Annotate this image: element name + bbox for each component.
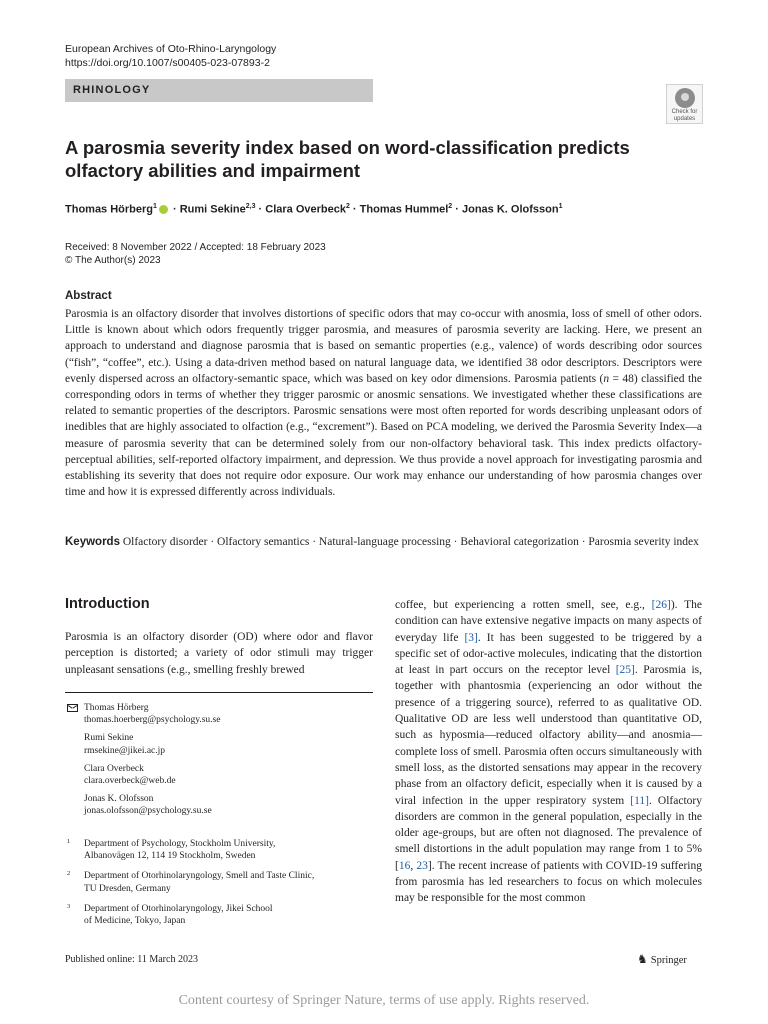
affiliation-number: 2: [67, 870, 71, 878]
citation-link[interactable]: 16: [398, 859, 411, 872]
publisher-name: Springer: [650, 955, 687, 966]
introduction-heading: Introduction: [65, 596, 150, 612]
citation-link[interactable]: [3]: [464, 631, 478, 644]
orcid-icon[interactable]: [159, 205, 168, 214]
courtesy-notice: Content courtesy of Springer Nature, terms of use apply. Rights reserved.: [178, 993, 590, 1008]
envelope-icon: [67, 704, 78, 712]
author-separator: ·: [169, 203, 180, 216]
published-date: Published online: 11 March 2023: [65, 954, 198, 965]
citation-link[interactable]: [26]: [651, 599, 671, 611]
journal-doi-link[interactable]: https://doi.org/10.1007/s00405-023-07893-2: [65, 57, 270, 69]
contact-name: Thomas Hörberg: [84, 703, 149, 713]
affiliations: [65, 838, 373, 935]
abstract-heading: Abstract: [65, 290, 112, 302]
journal-header: [65, 42, 276, 70]
introduction-right-column: coffee, but experiencing a rotten smell, see, e.g., [26]). The condition can have extensive negative impacts on many aspects of everyday life [3]. It has been suggested to be triggered by a specific set of odor-active molecules, indicating that the distortion at least in part occurs on the receptor level [25]. Parosmia is, together with phantosmia (experiencing an odor without the presence of a triggering source), referred to as qualitative OD. Qualitative OD are less well understood than quantitative OD, such as hyposmia—reduced olfactory ability—and anosmia—complete loss of smell. Parosmia often occurs simultaneously with smell loss, as the distorted sensations may appear in the recovery phase from an olfactory deficit, especially when it is caused by a viral infection in the upper respiratory system [11]. Olfactory disorders are common in the general population, especially in the older age-groups, but are often not diagnosed. The prevalence of smell distortions in the adult population may range from 1 to 5% [16, 23]. The recent increase of patients with COVID-19 suffering from parosmia has led researchers to focus on which molecules may be responsible for the most common: [395, 599, 703, 905]
author-separator: ·: [349, 203, 360, 216]
keywords-text: Olfactory disorder · Olfactory semantics · Natural-language processing · Behavioral categorization · Parosmia severity index: [122, 536, 699, 548]
affiliation-entry: 1 Department of Psychology, Stockholm University, Albanovägen 12, 114 19 Stockholm, Sweden: [67, 838, 276, 862]
publisher-logo: [637, 952, 687, 967]
check-for-updates-badge[interactable]: [666, 84, 703, 124]
contact-email[interactable]: clara.overbeck@web.de: [84, 776, 176, 787]
check-updates-icon: [675, 88, 695, 108]
citation-link[interactable]: 23: [416, 859, 428, 872]
citation-link[interactable]: [25]: [615, 664, 635, 677]
author-name: Jonas K. Olofsson: [461, 203, 559, 216]
contact-name: Jonas K. Olofsson: [84, 794, 154, 805]
check-updates-text: Check for updates: [671, 109, 698, 122]
author-affil-sup: 2: [448, 203, 453, 210]
article-title: A parosmia severity index based on word-classification predicts olfactory abilities and impairment: [65, 137, 630, 181]
contact-name: Rumi Sekine: [84, 733, 134, 744]
author-separator: ·: [452, 203, 462, 216]
keywords-label: Keywords: [65, 536, 120, 548]
copyright: © The Author(s) 2023: [65, 255, 161, 266]
author-affil-sup: 1: [558, 203, 563, 210]
author-name: Rumi Sekine: [179, 203, 246, 216]
contact-email[interactable]: jonas.olofsson@psychology.su.se: [84, 806, 212, 817]
article-dates: [65, 241, 326, 267]
contact-email[interactable]: thomas.hoerberg@psychology.su.se: [84, 715, 221, 726]
author-name: Thomas Hummel: [359, 203, 449, 216]
keywords: [65, 534, 702, 550]
affiliation-number: 3: [67, 902, 71, 910]
contact-name: Clara Overbeck: [84, 763, 144, 774]
author-name: Thomas Hörberg: [65, 203, 154, 216]
author-list: [65, 203, 705, 216]
footnote-divider: [65, 692, 373, 693]
affiliation-entry: 3 Department of Otorhinolaryngology, Jikei School of Medicine, Tokyo, Japan: [67, 902, 273, 927]
contact-entry: [65, 702, 373, 726]
affiliation-entry: 2 Department of Otorhinolaryngology, Smell and Taste Clinic, TU Dresden, Germany: [67, 870, 315, 894]
section-label: RHINOLOGY: [73, 84, 151, 96]
journal-name: European Archives of Oto-Rhino-Laryngology: [65, 43, 277, 55]
section-bar: [65, 79, 373, 102]
author-separator: ·: [255, 203, 266, 216]
introduction-left-column: Parosmia is an olfactory disorder (OD) where odor and flavor perception is distorted; a variety of odor stimuli may trigger unpleasant sensations (e.g., smelling freshly brewed: [65, 631, 373, 676]
abstract-text: Parosmia is an olfactory disorder that involves distortions of specific odors that may co-occur with anosmia, loss of smell of other odors. Little is known about which odors frequently trigger parosmia, and measures of parosmia severity are lacking. Here, we present an approach to understand and diagnose parosmia that is based on semantic properties (e.g., valence) of words describing odor sources (“fish”, “coffee”, etc.). Using a data-driven method based on natural language data, we identified 38 odor descriptors. Descriptors were evenly dispersed across an olfactory-semantic space, which was based on key odor dimensions. Parosmia patients (n = 48) classified the corresponding odors in terms of whether they trigger parosmic or anosmic sensations. We investigated whether these classifications are related to semantic properties of the descriptors. Parosmic sensations were most often reported for words describing unpleasant odors of inedibles that are highly associated to olfaction (e.g., “excrement”). Based on PCA modeling, we derived the Parosmia Severity Index—a measure of parosmia severity that can be determined solely from our non-olfactory behavioral task. This index predicts olfactory-perceptual abilities, self-reported olfactory impairment, and depression. We thus provide a novel approach for investigating parosmia and establishing its severity that does not require odor exposure. Our work may enhance our understanding of how parosmia changes over time and how it is expressed differently across individuals.: [65, 308, 702, 499]
corresponding-contacts: [65, 702, 373, 824]
received-accepted: Received: 8 November 2022 / Accepted: 18 February 2023: [65, 242, 326, 253]
author-name: Clara Overbeck: [265, 203, 346, 216]
author-affil-sup: 1: [153, 203, 157, 210]
affiliation-number: 1: [67, 838, 71, 845]
contact-entry: [65, 732, 373, 756]
author-affil-sup: 2,3: [245, 203, 256, 210]
contact-entry: [65, 763, 373, 787]
springer-horse-icon: ♞: [637, 952, 648, 966]
citation-link[interactable]: [11]: [630, 794, 649, 807]
contact-email[interactable]: rmsekine@jikei.ac.jp: [84, 745, 166, 756]
author-affil-sup: 2: [345, 203, 350, 210]
contact-entry: [65, 793, 373, 817]
